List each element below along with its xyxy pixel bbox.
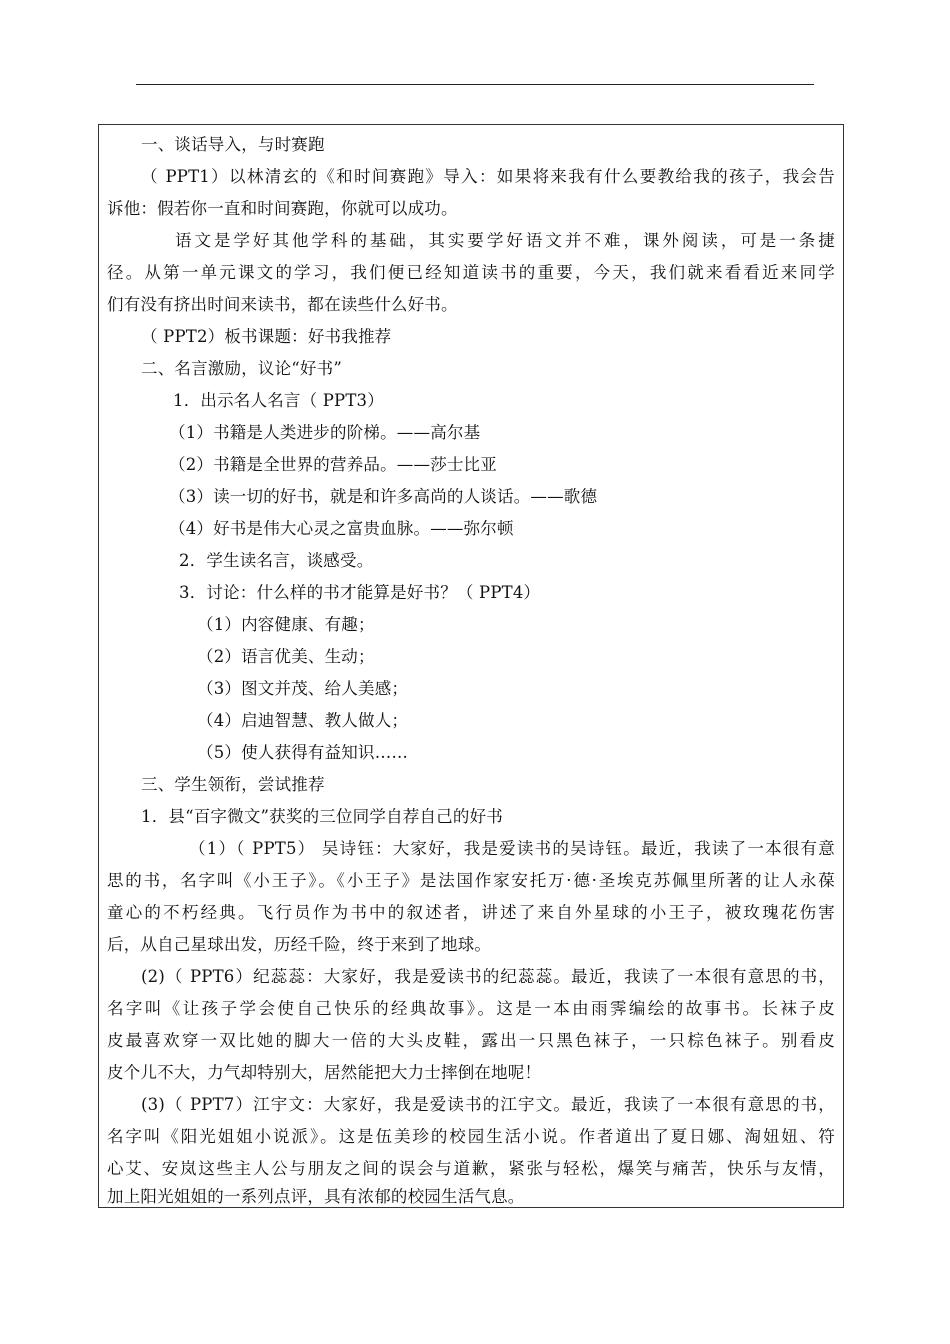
quote-item: （3）读一切的好书，就是和许多高尚的人谈话。——歌德 — [169, 487, 598, 506]
paragraph-line: 心艾、安岚这些主人公与朋友之间的误会与道歉，紧张与轻松，爆笑与痛苦，快乐与友情， — [107, 1159, 835, 1178]
paragraph-line: 名字叫《阳光姐姐小说派》。这是伍美珍的校园生活小说。作者道出了夏日娜、淘妞妞、符 — [107, 1127, 835, 1146]
list-item: 1．出示名人名言（ PPT3） — [173, 391, 384, 410]
quote-item: （4）好书是伟大心灵之富贵血脉。——弥尔顿 — [169, 519, 514, 538]
list-item: 2．学生读名言，谈感受。 — [179, 551, 374, 570]
header-rule — [136, 84, 814, 85]
quote-item: （2）书籍是全世界的营养品。——莎士比亚 — [169, 455, 497, 474]
section-heading-3: 三、学生领衔，尝试推荐 — [141, 775, 325, 794]
criteria-item: （2）语言优美、生动； — [197, 647, 375, 666]
paragraph-line: 后，从自己星球出发，历经千险，终于来到了地球。 — [107, 935, 492, 954]
paragraph-line: 径。从第一单元课文的学习，我们便已经知道读书的重要，今天，我们就来看看近来同学 — [107, 263, 835, 282]
list-item: 3．讨论：什么样的书才能算是好书？（ PPT4） — [179, 583, 541, 602]
paragraph-line: 诉他：假若你一直和时间赛跑，你就可以成功。 — [107, 199, 458, 218]
paragraph-line: 语文是学好其他学科的基础，其实要学好语文并不难，课外阅读，可是一条捷 — [175, 231, 835, 250]
paragraph-line: 皮最喜欢穿一双比她的脚大一倍的大头皮鞋，露出一只黑色袜子，一只棕色袜子。别看皮 — [107, 1031, 835, 1050]
lesson-plan-table-cell — [98, 124, 844, 1208]
paragraph-line: 童心的不朽经典。飞行员作为书中的叙述者，讲述了来自外星球的小王子，被玫瑰花伤害 — [107, 903, 835, 922]
quote-item: （1）书籍是人类进步的阶梯。——高尔基 — [169, 423, 481, 442]
paragraph-line: 皮个儿不大，力气却特别大，居然能把大力士摔倒在地呢！ — [107, 1063, 542, 1082]
section-heading-1: 一、谈话导入，与时赛跑 — [141, 135, 325, 154]
paragraph-line: 加上阳光姐姐的一系列点评，具有浓郁的校园生活气息。 — [107, 1187, 525, 1206]
paragraph-line: (3)（ PPT7）江宇文：大家好，我是爱读书的江宇文。最近，我读了一本很有意思的书， — [141, 1095, 835, 1114]
criteria-item: （3）图文并茂、给人美感； — [197, 679, 409, 698]
paragraph-line: 思的书，名字叫《小王子》。《小王子》是法国作家安托万·德·圣埃克苏佩里所著的让人永葆 — [107, 871, 835, 890]
section-heading-2: 二、名言激励，议论“好书” — [141, 359, 342, 378]
paragraph-line: （1）（ PPT5） 吴诗钰：大家好，我是爱读书的吴诗钰。最近，我读了一本很有意 — [189, 839, 835, 858]
paragraph-line: （ PPT2）板书课题：好书我推荐 — [141, 327, 392, 346]
paragraph-line: 名字叫《让孩子学会使自己快乐的经典故事》。这是一本由雨霁编绘的故事书。长袜子皮 — [107, 999, 835, 1018]
paragraph-line: (2)（ PPT6）纪蕊蕊：大家好，我是爱读书的纪蕊蕊。最近，我读了一本很有意思的书， — [141, 967, 835, 986]
paragraph-line: （ PPT1）以林清玄的《和时间赛跑》导入：如果将来我有什么要教给我的孩子，我会告 — [141, 167, 835, 186]
criteria-item: （5）使人获得有益知识…… — [197, 743, 409, 762]
criteria-item: （4）启迪智慧、教人做人； — [197, 711, 409, 730]
list-item: 1．县“百字微文”获奖的三位同学自荐自己的好书 — [141, 807, 503, 826]
paragraph-line: 们有没有挤出时间来读书，都在读些什么好书。 — [107, 295, 458, 314]
criteria-item: （1）内容健康、有趣； — [197, 615, 375, 634]
